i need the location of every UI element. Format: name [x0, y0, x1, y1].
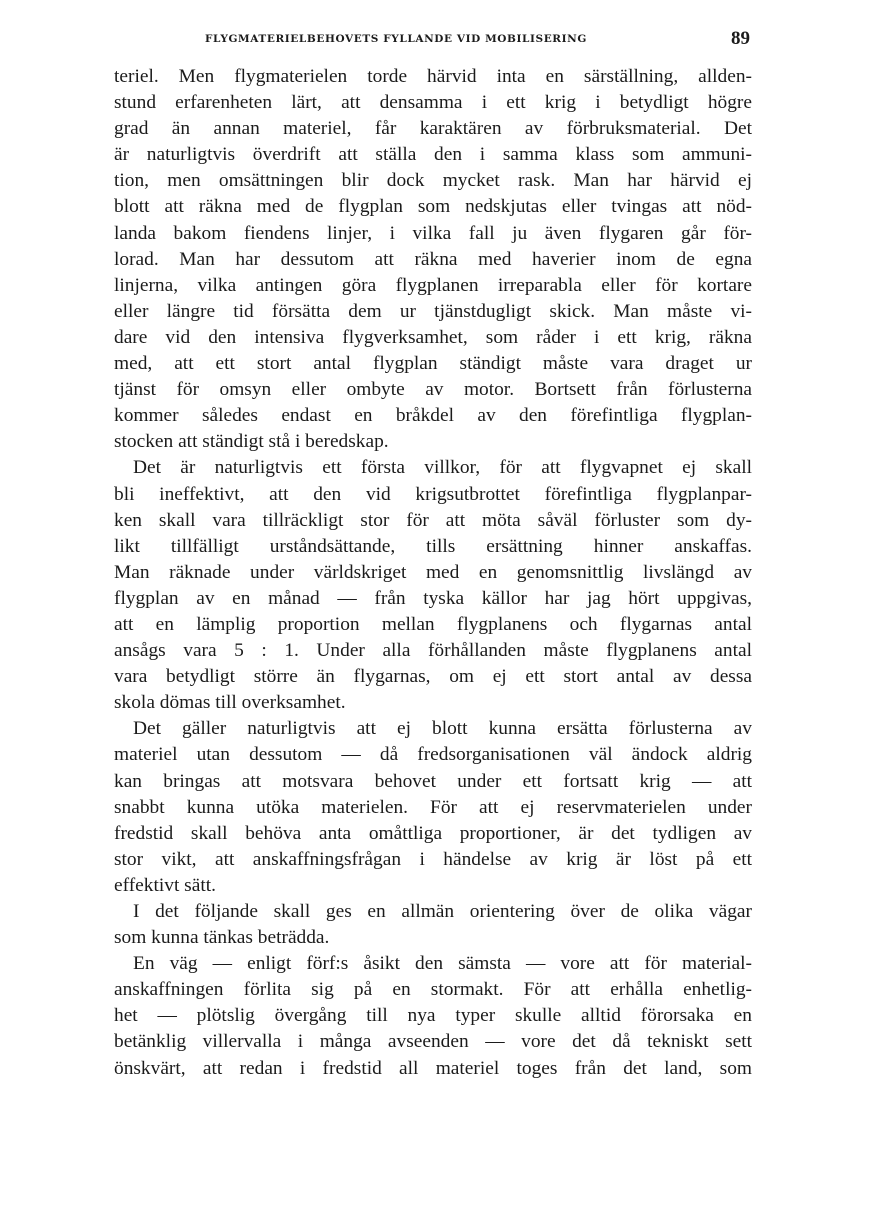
text-line: En väg — enligt förf:s åsikt den sämsta — vore att för material-: [133, 953, 752, 975]
text-line: dare vid den intensiva flygverksamhet, som råder i ett krig, räkna: [114, 326, 752, 348]
text-line: teriel. Men flygmaterielen torde härvid inta en särställning, allden-: [114, 66, 752, 87]
text-line: Det gäller naturligtvis att ej blott kunna ersätta förlusterna av: [133, 718, 752, 740]
text-line: linjerna, vilka antingen göra flygplanen irreparabla eller för kortare: [114, 274, 752, 296]
text-line: materiel utan dessutom — då fredsorganisationen väl ändock aldrig: [114, 744, 752, 766]
text-line: bli ineffektivt, att den vid krigsutbrottet förefintliga flygplanpar-: [114, 483, 752, 505]
text-line: landa bakom fiendens linjer, i vilka fall ju även flygaren går för-: [114, 222, 752, 244]
text-line: anskaffningen förlita sig på en stormakt. För att erhålla enhetlig-: [114, 979, 752, 1001]
paragraph-3: [114, 716, 752, 899]
text-line: att en lämplig proportion mellan flygplanens och flygarnas antal: [114, 613, 752, 635]
text-line: snabbt kunna utöka materielen. För att ej reservmaterielen under: [114, 796, 752, 818]
text-line: effektivt sätt.: [114, 874, 216, 896]
body-text: [114, 64, 752, 1082]
text-line: stocken att ständigt stå i beredskap.: [114, 431, 389, 453]
text-line: fredstid skall behöva anta omåttliga proportioner, är det tydligen av: [114, 822, 752, 844]
text-line: vara betydligt större än flygarnas, om ej ett stort antal av dessa: [114, 666, 752, 688]
paragraph-4: [114, 899, 752, 951]
paragraph-1: [114, 64, 752, 455]
text-line: ken skall vara tillräckligt stor för att möta såväl förluster som dy-: [114, 509, 752, 531]
text-line: tjänst för omsyn eller ombyte av motor. Bortsett från förlusterna: [114, 379, 752, 401]
page-number: 89: [731, 28, 750, 49]
text-line: I det följande skall ges en allmän orientering över de olika vägar: [133, 901, 752, 922]
text-line: blott att räkna med de flygplan som nedskjutas eller tvingas att nöd-: [114, 196, 752, 218]
text-line: stund erfarenheten lärt, att densamma i ett krig i betydligt högre: [114, 92, 752, 114]
text-line: är naturligtvis överdrift att ställa den i samma klass som ammuni-: [114, 144, 752, 166]
text-line: likt tillfälligt urståndsättande, tills ersättning hinner anskaffas.: [114, 535, 752, 557]
text-line: grad än annan materiel, får karaktären av förbruksmaterial. Det: [114, 118, 752, 140]
text-line: tion, men omsättningen blir dock mycket rask. Man har härvid ej: [114, 170, 752, 192]
text-line: kommer således endast en bråkdel av den förefintliga flygplan-: [114, 405, 752, 427]
text-line: med, att ett stort antal flygplan ständigt måste vara draget ur: [114, 353, 752, 375]
text-line: skola dömas till overksamhet.: [114, 692, 346, 714]
text-line: lorad. Man har dessutom att räkna med haverier inom de egna: [114, 248, 752, 270]
text-line: Det är naturligtvis ett första villkor, för att flygvapnet ej skall: [133, 457, 752, 479]
paragraph-2: [114, 455, 752, 716]
text-line: eller längre tid försätta dem ur tjänstdugligt skick. Man måste vi-: [114, 300, 752, 322]
text-line: Man räknade under världskriget med en genomsnittlig livslängd av: [114, 561, 752, 583]
text-line: stor vikt, att anskaffningsfrågan i händelse av krig är löst på ett: [114, 848, 752, 870]
text-line: flygplan av en månad — från tyska källor har jag hört uppgivas,: [114, 587, 752, 609]
text-line: önskvärt, att redan i fredstid all materiel toges från det land, som: [114, 1057, 752, 1079]
paragraph-5: [114, 951, 752, 1081]
running-head: FLYGMATERIELBEHOVETS FYLLANDE VID MOBILISERING: [205, 33, 587, 45]
text-line: het — plötslig övergång till nya typer skulle alltid förorsaka en: [114, 1005, 752, 1027]
text-line: ansågs vara 5 : 1. Under alla förhållanden måste flygplanens antal: [114, 640, 752, 662]
text-line: som kunna tänkas beträdda.: [114, 927, 330, 949]
text-line: betänklig villervalla i många avseenden — vore det då tekniskt sett: [114, 1031, 752, 1053]
text-line: kan bringas att motsvara behovet under ett fortsatt krig — att: [114, 770, 752, 792]
